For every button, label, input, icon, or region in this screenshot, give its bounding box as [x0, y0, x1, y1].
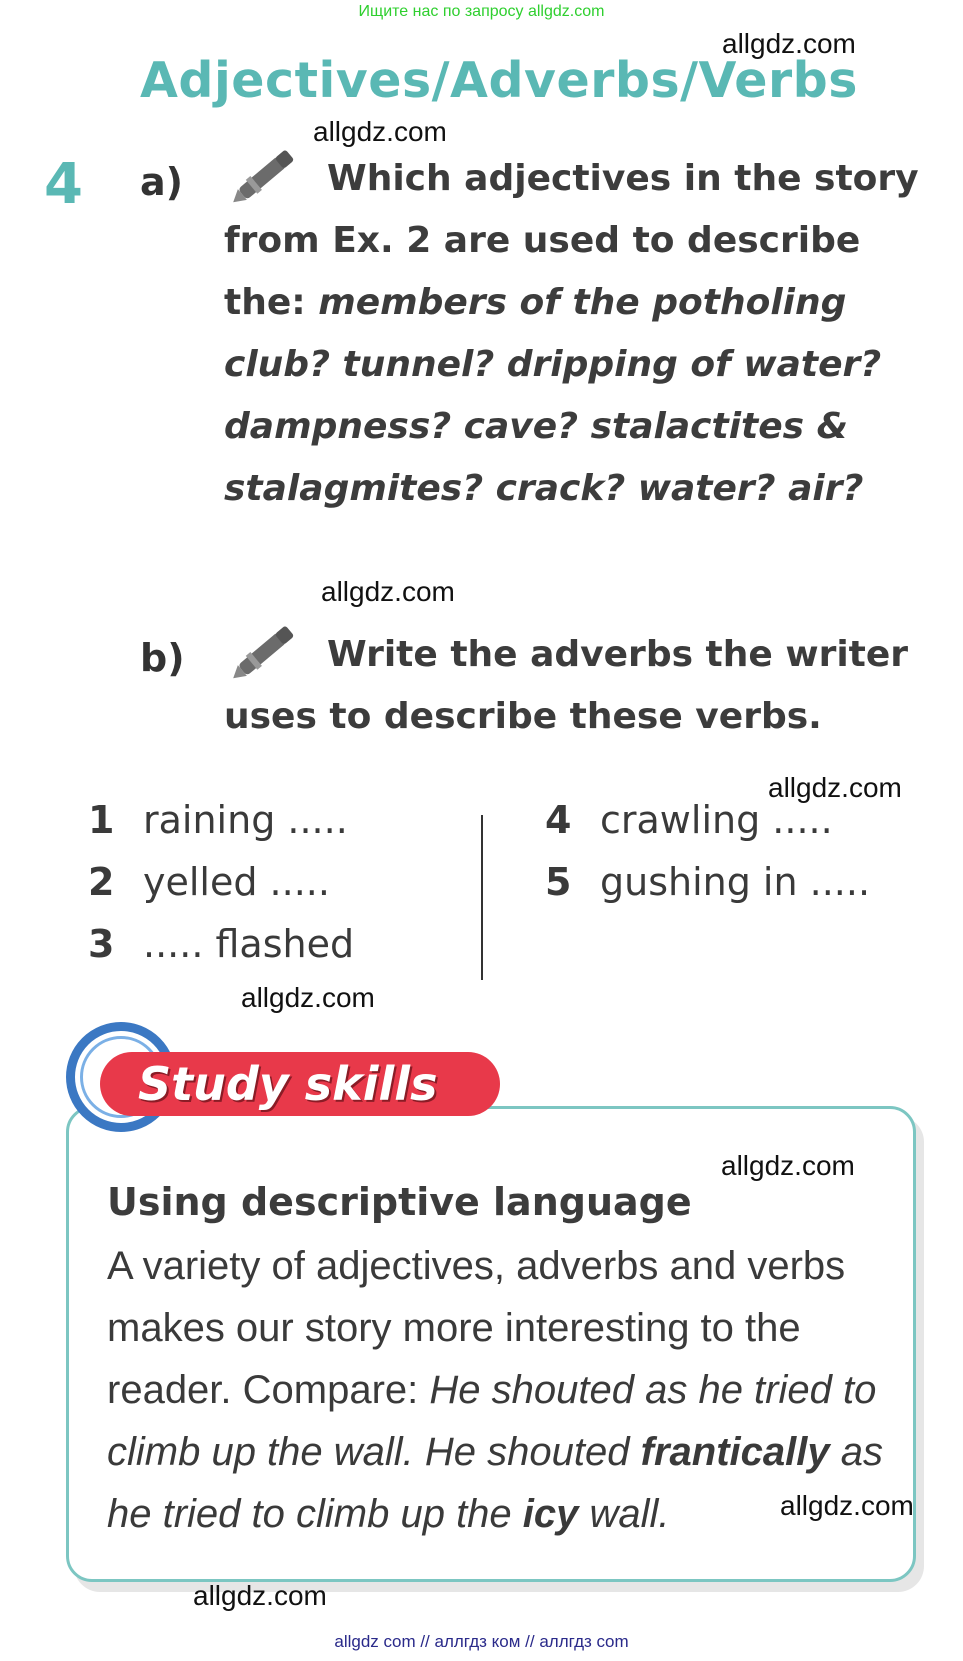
- study-skills-badge-label: Study skills: [138, 1057, 438, 1111]
- item-number: 4: [545, 798, 572, 842]
- part-a-line-3-prefix: the:: [224, 282, 319, 323]
- study-skills-line-4-bold: frantically: [640, 1430, 830, 1474]
- item-text: crawling .....: [600, 798, 833, 842]
- part-a-line-3-italic: members of the potholing: [318, 282, 847, 323]
- watermark: allgdz.com: [193, 1580, 327, 1611]
- page-title: Adjectives/Adverbs/Verbs: [140, 52, 858, 109]
- footer-links: allgdz com // аллгдз ком // аллгдз com: [334, 1632, 629, 1651]
- part-a-label: a): [140, 160, 184, 204]
- part-a-line-4: [224, 344, 881, 385]
- watermark: allgdz.com: [722, 28, 856, 59]
- study-skills-line-2: makes our story more interesting to the: [107, 1306, 801, 1350]
- study-skills-heading: Using descriptive language: [107, 1180, 692, 1224]
- list-item: [545, 860, 870, 904]
- part-a-line-5: [224, 406, 848, 447]
- part-a-line-6-italic: stalagmites? crack? water? air?: [224, 468, 864, 509]
- study-skills-line-3: [107, 1368, 876, 1413]
- item-text: raining .....: [143, 798, 348, 842]
- study-skills-line-4-italic-a: climb up the wall. He shouted: [107, 1430, 641, 1474]
- part-b-line-2: uses to describe these verbs.: [224, 696, 822, 737]
- part-a-line-1: Which adjectives in the story: [327, 158, 919, 199]
- study-skills-line-1: A variety of adjectives, adverbs and verbs: [107, 1244, 846, 1288]
- exercise-number: 4: [44, 152, 83, 217]
- study-skills-line-3-italic: He shouted as he tried to: [429, 1368, 877, 1412]
- top-banner: Ищите нас по запросу allgdz.com: [358, 3, 605, 20]
- watermark: allgdz.com: [721, 1150, 855, 1181]
- part-a-line-2: from Ex. 2 are used to describe: [224, 220, 861, 261]
- study-skills-line-4: [107, 1430, 883, 1475]
- study-skills-line-5: [107, 1492, 670, 1537]
- item-text: yelled .....: [143, 860, 330, 904]
- part-a-line-6: [224, 468, 863, 509]
- watermark: allgdz.com: [321, 576, 455, 607]
- item-number: 3: [88, 922, 115, 966]
- part-a-line-5-italic: dampness? cave? stalactites &: [224, 406, 849, 447]
- list-item: [88, 922, 354, 966]
- watermark: allgdz.com: [241, 982, 375, 1013]
- study-skills-line-4-italic-b: as: [829, 1430, 883, 1474]
- pen-icon: [226, 140, 306, 212]
- part-a-line-4-italic: club? tunnel? dripping of water?: [224, 344, 882, 385]
- item-number: 5: [545, 860, 572, 904]
- item-text: gushing in .....: [600, 860, 871, 904]
- part-b-label: b): [140, 636, 185, 680]
- list-item: [545, 798, 833, 842]
- study-skills-line-3-plain: reader. Compare:: [107, 1368, 430, 1412]
- study-skills-line-5-italic-a: he tried to climb up the: [107, 1492, 523, 1536]
- list-item: [88, 860, 330, 904]
- study-skills-line-5-bold: icy: [522, 1492, 579, 1536]
- item-number: 2: [88, 860, 115, 904]
- part-a-line-3: [224, 282, 846, 323]
- column-divider: [481, 815, 483, 980]
- list-item: [88, 798, 348, 842]
- watermark: allgdz.com: [313, 116, 447, 147]
- study-skills-line-5-italic-b: wall.: [578, 1492, 670, 1536]
- item-number: 1: [88, 798, 115, 842]
- watermark: allgdz.com: [780, 1490, 914, 1521]
- watermark: allgdz.com: [768, 772, 902, 803]
- part-b-line-1: Write the adverbs the writer: [327, 634, 909, 675]
- pen-icon: [226, 616, 306, 688]
- item-text: ..... flashed: [143, 922, 355, 966]
